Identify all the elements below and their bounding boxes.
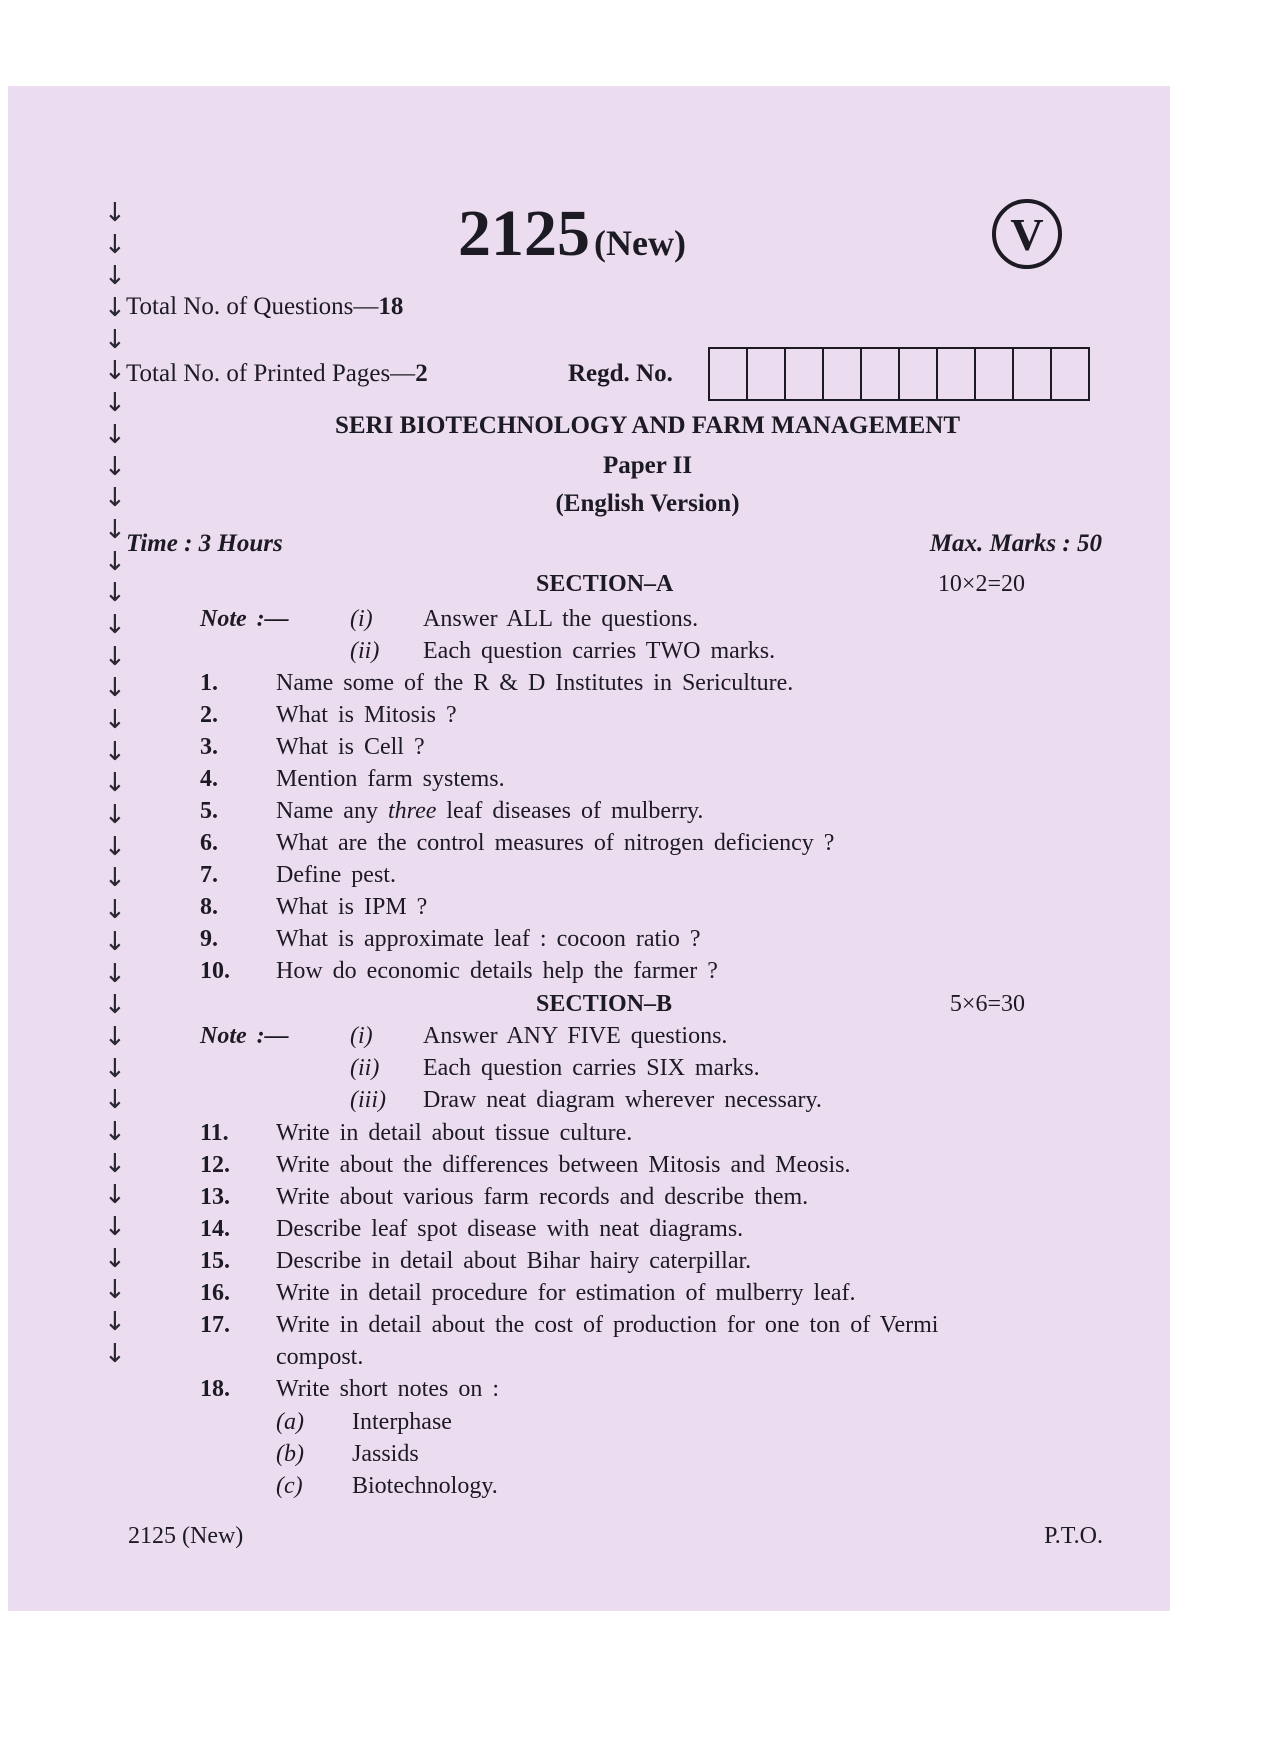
note-number: (i) — [350, 606, 373, 632]
question-text-part: Name any — [276, 798, 388, 824]
down-arrow-icon: ↓ — [104, 578, 126, 609]
section-a-notes — [350, 603, 1100, 667]
down-arrow-icon: ↓ — [104, 863, 126, 894]
down-arrow-icon: ↓ — [104, 1116, 126, 1147]
down-arrow-icon: ↓ — [104, 800, 126, 831]
question-text: How do economic details help the farmer ? — [276, 958, 718, 984]
note-row — [350, 1084, 1100, 1116]
question-number: 9. — [200, 926, 218, 952]
question-row — [200, 827, 1100, 859]
down-arrow-icon: ↓ — [104, 1148, 126, 1179]
down-arrow-icon: ↓ — [104, 1338, 126, 1369]
section-b-notes — [350, 1020, 1100, 1116]
question-text: What is approximate leaf : cocoon ratio ? — [276, 926, 701, 952]
question-row — [200, 1117, 1100, 1149]
printed-pages: Total No. of Printed Pages—2 — [126, 360, 428, 387]
down-arrow-icon: ↓ — [104, 356, 126, 387]
question-text: Write in detail about the cost of production for one ton of Vermi — [276, 1312, 939, 1338]
down-arrow-icon: ↓ — [104, 641, 126, 672]
down-arrow-icon: ↓ — [104, 198, 126, 228]
question-number: 13. — [200, 1184, 230, 1210]
question-text: What is Mitosis ? — [276, 702, 457, 728]
down-arrow-icon: ↓ — [104, 261, 126, 292]
section-b-questions — [200, 1117, 1100, 1405]
down-arrow-icon: ↓ — [104, 419, 126, 450]
question-text: What is Cell ? — [276, 734, 425, 760]
time-allowed: Time : 3 Hours — [126, 530, 283, 557]
question-number: 17. — [200, 1312, 230, 1338]
down-arrow-icon: ↓ — [104, 673, 126, 704]
note-number: (i) — [350, 1023, 373, 1049]
regd-box — [938, 349, 976, 399]
question-number: 2. — [200, 702, 218, 728]
regd-box — [748, 349, 786, 399]
question-number: 11. — [200, 1120, 229, 1146]
max-marks: Max. Marks : 50 — [929, 530, 1102, 557]
question-row — [200, 1149, 1100, 1181]
section-a-marks: 10×2=20 — [937, 571, 1025, 597]
down-arrow-icon: ↓ — [104, 1180, 126, 1211]
down-arrow-icon: ↓ — [104, 990, 126, 1021]
paper-code: 2125 — [458, 197, 590, 270]
question-text: Write short notes on : — [276, 1376, 499, 1402]
question-row — [200, 859, 1100, 891]
regd-box — [1052, 349, 1088, 399]
section-a-note-label: Note :— — [200, 606, 289, 632]
question-continuation-row — [200, 1341, 1100, 1373]
regd-box — [786, 349, 824, 399]
down-arrow-icon: ↓ — [104, 1085, 126, 1116]
paper-edition: (New) — [594, 223, 686, 263]
sub-item-row — [276, 1470, 776, 1502]
question-row — [200, 731, 1100, 763]
down-arrow-icon: ↓ — [104, 324, 126, 355]
sub-item-row — [276, 1438, 776, 1470]
note-row — [350, 603, 1100, 635]
note-text: Each question carries SIX marks. — [423, 1055, 760, 1081]
question-row — [200, 955, 1100, 987]
question-number: 3. — [200, 734, 218, 760]
note-row — [350, 1020, 1100, 1052]
down-arrow-icon: ↓ — [104, 1212, 126, 1242]
down-arrow-icon: ↓ — [104, 229, 126, 260]
sub-item-label: (a) — [276, 1409, 304, 1435]
question-text: Describe leaf spot disease with neat diagrams. — [276, 1216, 744, 1242]
question-number: 6. — [200, 830, 218, 856]
note-number: (iii) — [350, 1087, 386, 1113]
down-arrow-icon: ↓ — [104, 895, 126, 926]
paper-code-heading — [458, 196, 686, 272]
question-row — [200, 667, 1100, 699]
down-arrow-icon: ↓ — [104, 705, 126, 735]
version-mark-circle — [992, 199, 1062, 269]
down-arrow-icon: ↓ — [104, 1053, 126, 1084]
note-text: Answer ALL the questions. — [423, 606, 699, 632]
down-arrow-icon: ↓ — [104, 546, 126, 577]
down-arrow-icon: ↓ — [104, 609, 126, 640]
question-number: 5. — [200, 798, 218, 824]
question-row — [200, 1373, 1100, 1405]
version-text: (English Version) — [555, 490, 740, 517]
down-arrow-icon: ↓ — [104, 1275, 126, 1306]
question-text-continued: compost. — [276, 1344, 364, 1370]
total-questions: Total No. of Questions—18 — [126, 293, 404, 320]
down-arrow-icon: ↓ — [104, 736, 126, 767]
down-arrow-icon: ↓ — [104, 926, 126, 957]
question-number: 16. — [200, 1280, 230, 1306]
down-arrow-icon: ↓ — [104, 1243, 126, 1274]
down-arrow-icon: ↓ — [104, 451, 126, 482]
down-arrow-icon: ↓ — [104, 768, 126, 799]
note-number: (ii) — [350, 1055, 380, 1081]
question-text: Write in detail procedure for estimation of mulberry leaf. — [276, 1280, 856, 1306]
note-row — [350, 635, 1100, 667]
regd-box — [710, 349, 748, 399]
sub-item-label: (b) — [276, 1441, 304, 1467]
question-row — [200, 1277, 1100, 1309]
question-text: Mention farm systems. — [276, 766, 505, 792]
regd-box — [824, 349, 862, 399]
question-number: 14. — [200, 1216, 230, 1242]
regd-box — [976, 349, 1014, 399]
section-b-note-label: Note :— — [200, 1023, 289, 1049]
question-row — [200, 763, 1100, 795]
paper-number: Paper II — [602, 452, 693, 479]
question-row — [200, 795, 1100, 827]
note-number: (ii) — [350, 638, 380, 664]
question-row — [200, 1213, 1100, 1245]
question-text: Write about the differences between Mitosis and Meosis. — [276, 1152, 851, 1178]
regd-box — [1014, 349, 1052, 399]
note-text: Answer ANY FIVE questions. — [423, 1023, 728, 1049]
question-row — [200, 891, 1100, 923]
sub-item-label: (c) — [276, 1473, 303, 1499]
question-text: Describe in detail about Bihar hairy caterpillar. — [276, 1248, 752, 1274]
down-arrow-icon: ↓ — [104, 293, 126, 324]
question-text-part: leaf diseases of mulberry. — [436, 798, 704, 824]
question-text — [276, 795, 703, 827]
sub-item-row — [276, 1406, 776, 1438]
question-number: 18. — [200, 1376, 230, 1402]
question-number: 10. — [200, 958, 230, 984]
question-text: Write in detail about tissue culture. — [276, 1120, 633, 1146]
question-text: What is IPM ? — [276, 894, 428, 920]
down-arrow-icon: ↓ — [104, 483, 126, 514]
question-text: Write about various farm records and describe them. — [276, 1184, 809, 1210]
section-a-heading: SECTION–A — [536, 571, 674, 597]
down-arrow-icon: ↓ — [104, 514, 126, 545]
section-a-questions — [200, 667, 1100, 987]
regd-box — [862, 349, 900, 399]
version-mark: V — [1010, 208, 1044, 260]
question-number: 12. — [200, 1152, 230, 1178]
down-arrow-icon: ↓ — [104, 388, 126, 419]
note-row — [350, 1052, 1100, 1084]
sub-item-text: Biotechnology. — [352, 1473, 498, 1499]
question-row — [200, 699, 1100, 731]
sub-item-text: Jassids — [352, 1441, 419, 1467]
question-text: Name some of the R & D Institutes in Sericulture. — [276, 670, 794, 696]
question-text: Define pest. — [276, 862, 396, 888]
down-arrow-icon: ↓ — [104, 1307, 126, 1338]
section-b-heading: SECTION–B — [536, 991, 673, 1017]
question-number: 1. — [200, 670, 218, 696]
regd-label: Regd. No. — [568, 360, 673, 387]
question-row — [200, 1181, 1100, 1213]
question-number: 8. — [200, 894, 218, 920]
question-row — [200, 1245, 1100, 1277]
question-row — [200, 923, 1100, 955]
regd-box — [900, 349, 938, 399]
question-text: What are the control measures of nitrogen deficiency ? — [276, 830, 835, 856]
footer-pto: P.T.O. — [1044, 1523, 1103, 1549]
down-arrow-icon: ↓ — [104, 1021, 126, 1052]
question-number: 15. — [200, 1248, 230, 1274]
subject-title: SERI BIOTECHNOLOGY AND FARM MANAGEMENT — [334, 412, 961, 439]
question-18-sub-items — [276, 1406, 776, 1502]
down-arrow-icon: ↓ — [104, 831, 126, 862]
down-arrow-icon: ↓ — [104, 958, 126, 989]
regd-number-boxes — [708, 347, 1090, 401]
note-text: Draw neat diagram wherever necessary. — [423, 1087, 822, 1113]
question-number: 7. — [200, 862, 218, 888]
question-emphasis: three — [387, 798, 437, 824]
question-row — [200, 1309, 1100, 1341]
sub-item-text: Interphase — [352, 1409, 452, 1435]
section-b-marks: 5×6=30 — [949, 991, 1025, 1017]
note-text: Each question carries TWO marks. — [423, 638, 776, 664]
question-number: 4. — [200, 766, 218, 792]
footer-paper-code: 2125 (New) — [128, 1523, 244, 1549]
